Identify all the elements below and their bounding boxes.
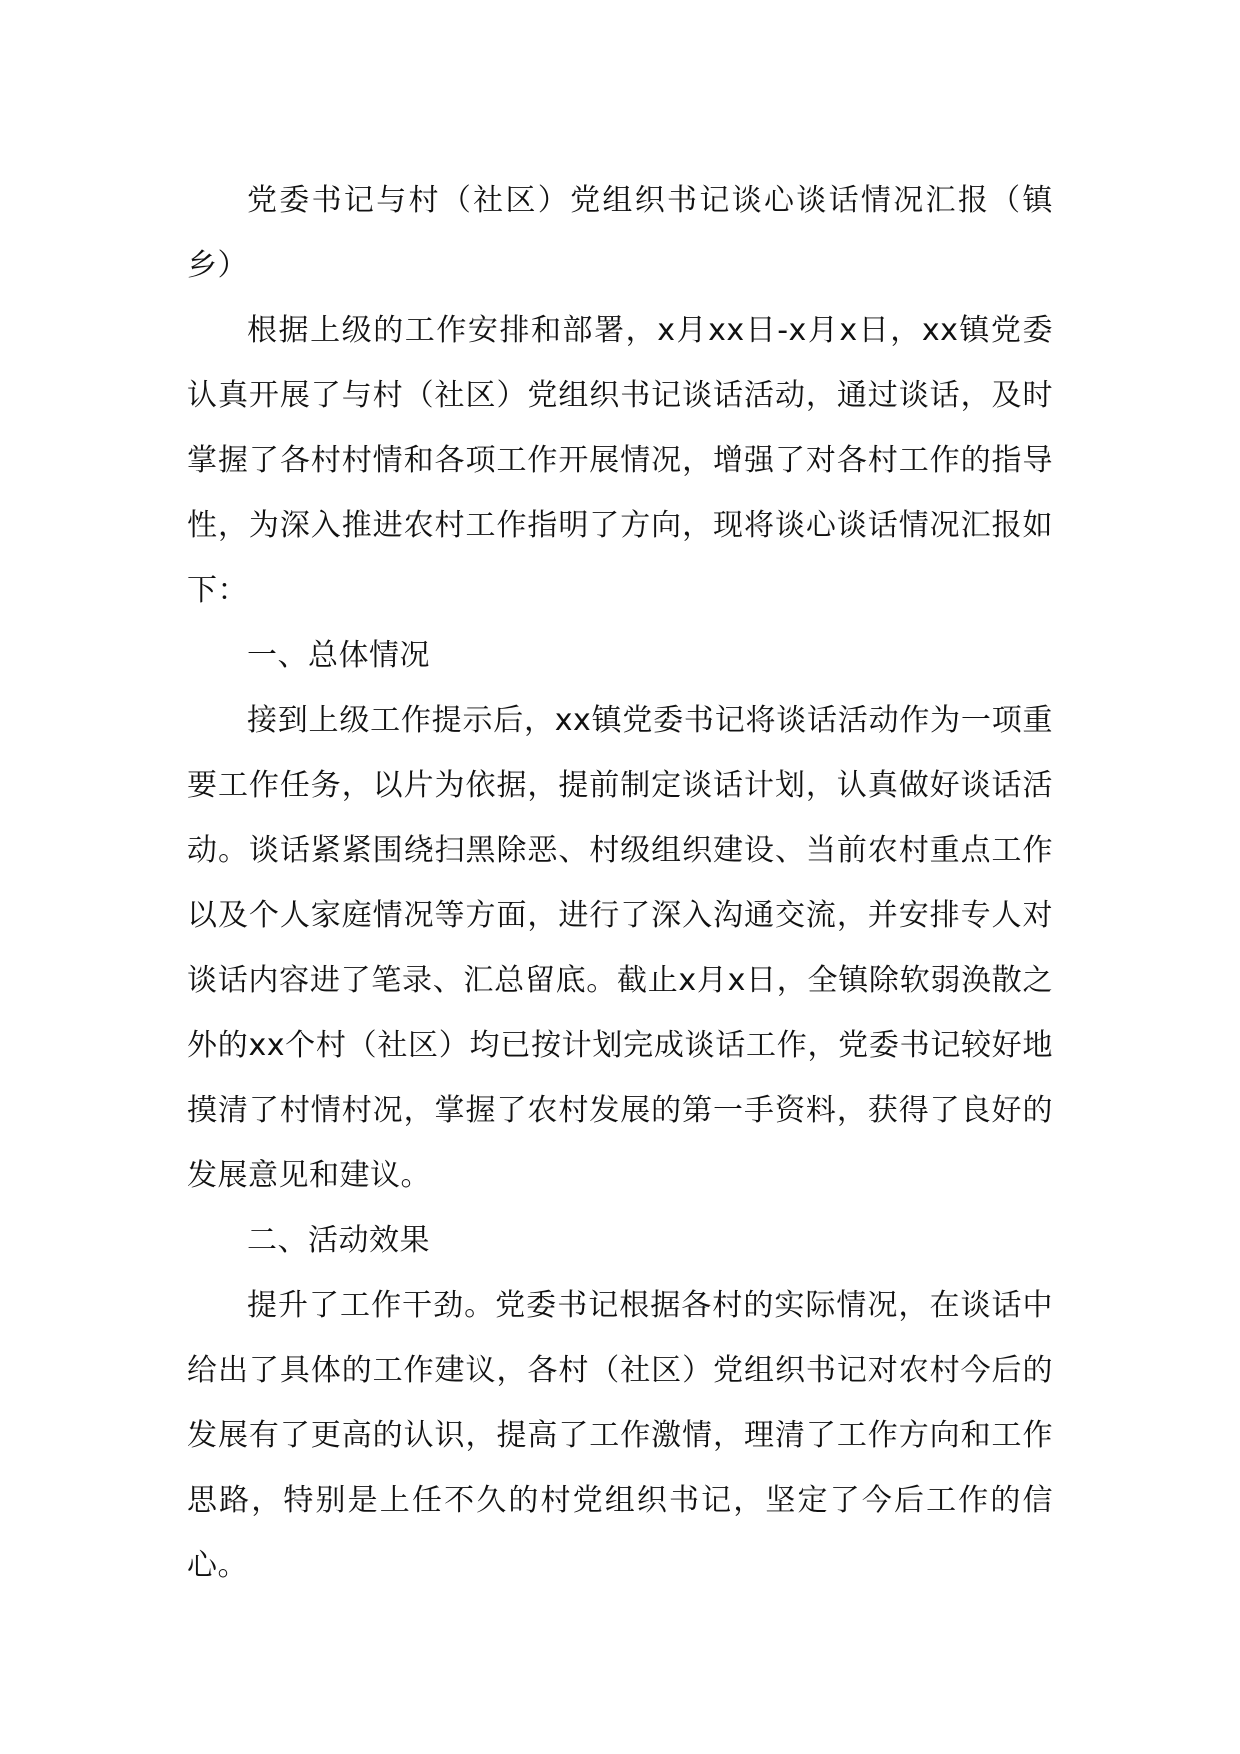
paragraph-overall: 接到上级工作提示后，xx镇党委书记将谈话活动作为一项重要工作任务，以片为依据，提前制定谈话计划，认真做好谈话活动。谈话紧紧围绕扫黑除恶、村级组织建设、当前农村重点工作以及个人家庭情况等方面，进行了深入沟通交流，并安排专人对谈话内容进了笔录、汇总留底。截止x月x日，全镇除软弱涣散之外的xx个村（社区）均已按计划完成谈话工作，党委书记较好地摸清了村情村况，掌握了农村发展的第一手资料，获得了良好的发展意见和建议。 (187, 703, 1053, 1193)
section-heading-effects: 二、活动效果 (247, 1223, 430, 1258)
paragraph-effects: 提升了工作干劲。党委书记根据各村的实际情况，在谈话中给出了具体的工作建议，各村（社区）党组织书记对农村今后的发展有了更高的认识，提高了工作激情，理清了工作方向和工作思路，特别是上任不久的村党组织书记，坚定了今后工作的信心。 (187, 1288, 1053, 1583)
paragraph-intro: 根据上级的工作安排和部署，x月xx日-x月x日，xx镇党委认真开展了与村（社区）党组织书记谈话活动，通过谈话，及时掌握了各村村情和各项工作开展情况，增强了对各村工作的指导性，为深入推进农村工作指明了方向，现将谈心谈话情况汇报如下： (187, 313, 1053, 608)
document-title: 党委书记与村（社区）党组织书记谈心谈话情况汇报（镇乡） (187, 183, 1053, 283)
document-body (187, 168, 1053, 1598)
section-heading-overall: 一、总体情况 (247, 638, 430, 673)
